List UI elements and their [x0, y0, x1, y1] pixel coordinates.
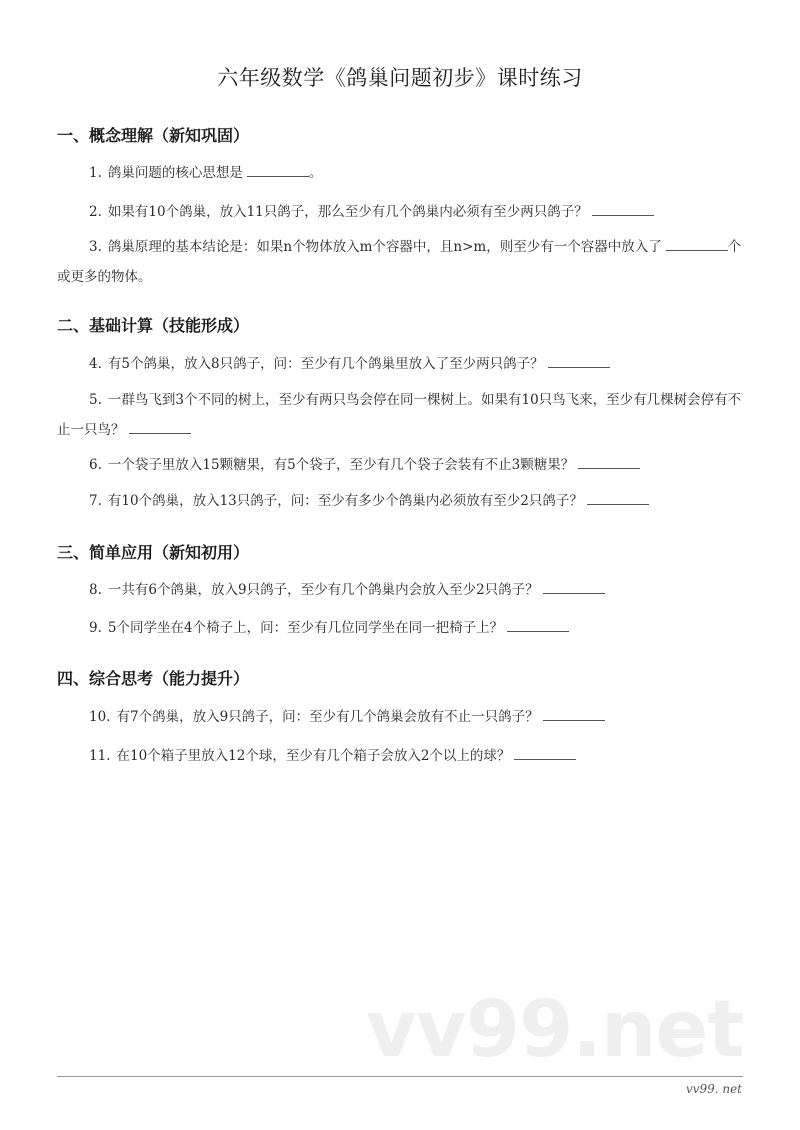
question-text: 一个袋子里放入15颗糖果，有5个袋子，至少有几个袋子会装有不止3颗糖果？: [107, 457, 575, 473]
question-number: 6.: [89, 457, 102, 473]
watermark: vv99.net: [366, 985, 744, 1075]
question-number: 10.: [89, 709, 111, 725]
question-10: [57, 702, 743, 732]
question-2: [57, 197, 743, 227]
question-5: [57, 385, 743, 445]
footer-site: vv99. net: [685, 1082, 742, 1096]
question-suffix: 。: [308, 165, 323, 181]
answer-blank[interactable]: [543, 579, 605, 594]
section-heading-4: 四、综合思考（能力提升）: [57, 669, 250, 688]
answer-blank[interactable]: [247, 162, 309, 177]
question-text: 一群鸟飞到3个不同的树上，至少有两只鸟会停在同一棵树上。如果有10只鸟飞来，至少有几棵树会停有不止一只鸟？: [57, 392, 742, 438]
answer-blank[interactable]: [129, 419, 191, 434]
question-number: 1.: [89, 165, 102, 181]
question-number: 8.: [89, 582, 102, 598]
answer-blank[interactable]: [543, 706, 605, 721]
question-4: [57, 349, 743, 379]
question-text: 有10个鸽巢，放入13只鸽子，问：至少有多少个鸽巢内必须放有至少2只鸽子？: [107, 493, 583, 509]
question-number: 4.: [89, 356, 102, 372]
answer-blank[interactable]: [514, 745, 576, 760]
question-text: 有7个鸽巢，放入9只鸽子，问：至少有几个鸽巢会放有不止一只鸽子？: [116, 709, 539, 725]
question-9: [57, 613, 743, 643]
question-text: 鸽巢问题的核心思想是: [107, 165, 243, 181]
answer-blank[interactable]: [587, 490, 649, 505]
question-text: 一共有6个鸽巢，放入9只鸽子，至少有几个鸽巢内会放入至少2只鸽子？: [107, 582, 539, 598]
answer-blank[interactable]: [507, 617, 569, 632]
answer-blank[interactable]: [578, 454, 640, 469]
question-11: [57, 741, 743, 771]
section-heading-3: 三、简单应用（新知初用）: [57, 543, 250, 562]
question-text: 有5个鸽巢，放入8只鸽子，问：至少有几个鸽巢里放入了至少两只鸽子？: [107, 356, 544, 372]
question-1: [57, 158, 743, 188]
answer-blank[interactable]: [548, 353, 610, 368]
question-number: 11.: [89, 748, 111, 764]
question-number: 9.: [89, 620, 102, 636]
question-number: 7.: [89, 493, 102, 509]
question-6: [57, 450, 743, 480]
page-title: 六年级数学《鸽巢问题初步》课时练习: [217, 66, 583, 90]
question-text: 如果有10个鸽巢，放入11只鸽子，那么至少有几个鸽巢内必须有至少两只鸽子？: [107, 204, 588, 220]
question-3: [57, 232, 743, 292]
question-8: [57, 575, 743, 605]
answer-blank[interactable]: [666, 236, 728, 251]
section-heading-2: 二、基础计算（技能形成）: [57, 316, 250, 335]
footer-divider: [57, 1076, 743, 1077]
section-heading-1: 一、概念理解（新知巩固）: [57, 126, 250, 145]
question-text: 在10个箱子里放入12个球，至少有几个箱子会放入2个以上的球？: [116, 748, 511, 764]
answer-blank[interactable]: [592, 201, 654, 216]
question-suffix: 个或更多的物体。: [57, 239, 742, 285]
question-7: [57, 486, 743, 516]
question-text: 5个同学坐在4个椅子上，问：至少有几位同学坐在同一把椅子上？: [107, 620, 504, 636]
question-number: 2.: [89, 204, 102, 220]
question-number: 3.: [89, 239, 102, 255]
question-text: 鸽巢原理的基本结论是：如果n个物体放入m个容器中，且n>m，则至少有一个容器中放入了: [107, 239, 662, 255]
question-number: 5.: [89, 392, 102, 408]
